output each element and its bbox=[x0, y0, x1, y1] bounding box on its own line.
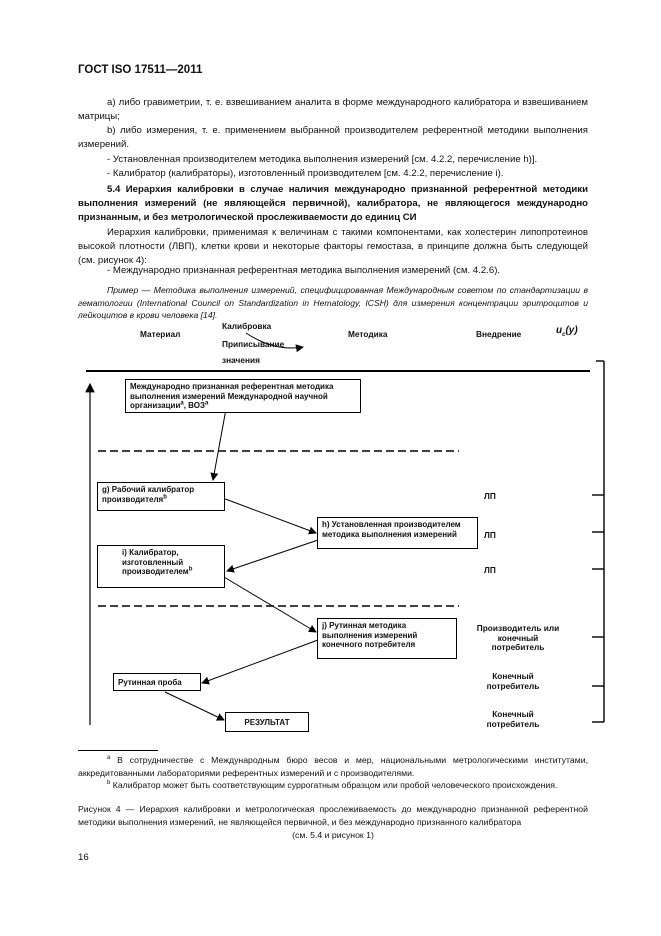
column-calibration: Калибровка bbox=[222, 321, 272, 331]
box-routine-sample: Рутинная проба bbox=[113, 673, 201, 691]
footnote-b: $^b$ Калибратор может быть соответствующим суррогатным образцом или пробой человеческого происхождения. bbox=[107, 780, 558, 790]
footnote-a: $^a$ В сотрудничестве с Международным бюро весов и мер, национальными метрологическими институтами, аккредитованными лабораториями референтных измерений и с производителями. bbox=[78, 755, 588, 778]
impl-label-result: Конечный потребитель bbox=[486, 709, 540, 729]
arrow-i-to-j bbox=[224, 577, 316, 632]
paragraph-a: а) либо гравиметрии, т. е. взвешиванием аналита в форме международного калибратора и взвешиванием матрицы; bbox=[78, 97, 588, 122]
column-assignment-2: значения bbox=[222, 355, 260, 365]
impl-label-h: ЛП bbox=[484, 530, 496, 540]
footnote-rule bbox=[78, 750, 158, 751]
impl-label-i: ЛП bbox=[484, 565, 496, 575]
box-result: РЕЗУЛЬТАТ bbox=[225, 712, 309, 732]
column-method: Методика bbox=[348, 329, 388, 339]
box-working-calibrator: g) Рабочий калибратор производителя$^b$ bbox=[97, 482, 225, 511]
list-item-calibrator: - Калибратор (калибраторы), изготовленный производителем [см. 4.2.2, перечисление i). bbox=[107, 168, 504, 179]
example-note: Пример — Методика выполнения измерений, специфицированная Международным советом по стандартизации в гематологии (International Council on Standardization in Hematology, ICSH) для измерения концентрации эритроцитов и лейкоцитов в крови человека [14]. bbox=[78, 285, 588, 320]
arrow-intl-to-g bbox=[213, 409, 226, 480]
arrow-g-to-h bbox=[220, 497, 316, 533]
page-number: 16 bbox=[78, 852, 89, 863]
box-manufacturer-method: h) Установленная производителем методика выполнения измерений bbox=[317, 517, 478, 549]
column-material: Материал bbox=[140, 329, 181, 339]
box-international-method: Международно признанная референтная методика выполнения измерений Международной научной организации$^a$, ВОЗ$^a$ bbox=[125, 379, 361, 413]
section-heading: 5.4 Иерархия калибровки в случае наличия международно признанной референтной методики выполнения измерений (не являющейся первичной), калибратора, не являющегося международно признанным, и без метрологической прослеживаемости до единиц СИ bbox=[78, 184, 588, 223]
list-item-reference-method: - Международно признанная референтная методика выполнения измерений (см. 4.2.6). bbox=[107, 265, 501, 276]
impl-label-j: Производитель или конечный потребитель bbox=[476, 623, 560, 652]
column-implementation: Внедрение bbox=[476, 329, 522, 339]
list-item-method: - Установленная производителем методика выполнения измерений [см. 4.2.2, перечисление h)]. bbox=[107, 154, 538, 165]
arrow-sample-to-result bbox=[165, 692, 224, 720]
column-uncertainty: $u_c(y)$ bbox=[556, 325, 578, 338]
impl-label-routine: Конечный потребитель bbox=[486, 671, 540, 691]
intro-paragraph: Иерархия калибровки, применимая к величинам с такими компонентами, как холестерин липопротеинов высокой плотности (ЛВП), клетки крови и некоторые факторы гемостаза, в принципе должна быть следующей (см. рисунок 4): bbox=[78, 227, 588, 266]
box-manufacturer-calibrator: i) Калибратор, изготовленный производителем$^b$ bbox=[97, 545, 225, 588]
box-routine-method: j) Рутинная методика выполнения измерений конечного потребителя bbox=[317, 618, 457, 659]
impl-label-g: ЛП bbox=[484, 491, 496, 501]
paragraph-b: b) либо измерения, т. е. применением выбранной производителем референтной методики выполнения измерений. bbox=[78, 125, 588, 150]
column-assignment: Приписывание bbox=[222, 339, 285, 349]
document-header: ГОСТ ISO 17511—2011 bbox=[78, 64, 203, 76]
arrow-h-to-i bbox=[227, 540, 318, 571]
figure-caption: Рисунок 4 — Иерархия калибровки и метрологическая прослеживаемость до международно признанной референтной методики выполнения измерений, не являющейся первичной, и без международно признанного калибратора bbox=[78, 804, 588, 827]
arrow-j-to-sample bbox=[202, 640, 318, 683]
figure-caption-ref: (см. 5.4 и рисунок 1) bbox=[292, 830, 374, 840]
